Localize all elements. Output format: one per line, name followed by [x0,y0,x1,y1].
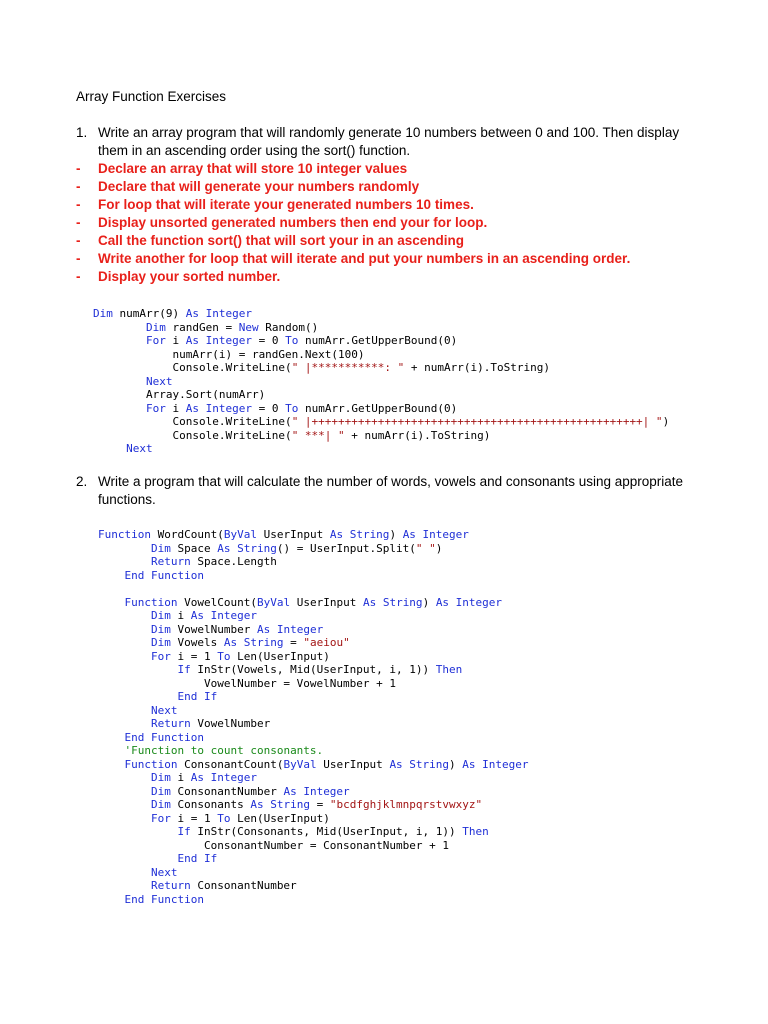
code-text [98,879,151,892]
code-keyword: Then [462,825,489,838]
code-keyword: Dim [93,307,120,320]
code-line [98,609,529,623]
page-title: Array Function Exercises [76,89,227,104]
requirement-item: Call the function sort() that will sort your in an ascending [98,233,465,248]
code-text [98,596,125,609]
code-keyword: As String [250,798,310,811]
code-text: Len(UserInput) [237,649,330,663]
code-line [98,569,529,583]
code-line [98,798,529,812]
code-keyword: Dim [150,636,178,649]
code-line [93,402,669,416]
code-text: WordCount( [157,528,224,541]
code-text: = [309,798,330,811]
code-keyword: ByVal [256,595,297,609]
code-text: VowelNumber = VowelNumber + 1 [98,676,397,690]
code-line [98,650,529,664]
code-keyword: Dim [145,320,173,334]
code-text: InStr(Vowels, Mid(UserInput, i, 1)) [197,663,436,676]
code-string: " ***| " [291,428,345,442]
code-text [93,334,146,347]
code-line [98,812,529,826]
code-string: " |***********: " [291,361,405,374]
code-keyword: As Integer [185,307,252,320]
code-text: Vowels [177,636,224,649]
requirement-item: Declare an array that will store 10 integer values [98,161,408,176]
code-text: VowelNumber [197,717,271,730]
code-text: Space [177,541,218,555]
code-text: VowelNumber [177,622,257,636]
code-keyword: End Function [124,892,204,906]
code-line [93,361,669,375]
code-text: Random() [265,320,319,334]
code-text [98,771,151,784]
code-keyword: Dim [150,622,178,636]
code-keyword: As String [217,541,277,555]
bullet-dash: - [76,251,81,266]
code-line [98,866,529,880]
code-keyword: Dim [150,798,178,811]
code-text: randGen = [172,320,239,334]
code-line [93,375,669,389]
code-text [98,744,125,757]
code-line [98,744,529,758]
code-line [98,663,529,677]
code-text [98,785,151,798]
code-keyword: For [145,334,173,347]
code-text [98,866,151,879]
code-keyword: For [150,649,178,663]
code-line [98,785,529,799]
code-text [98,812,151,825]
code-keyword: As Integer [402,528,469,541]
code-line [98,717,529,731]
code-keyword: For [150,811,178,825]
requirement-item: Declare that will generate your numbers randomly [98,179,420,194]
code-line [93,415,669,429]
code-text: Console.WriteLine( [93,415,292,428]
code-text [98,663,177,676]
code-string: " |++++++++++++++++++++++++++++++++++++++++++++++++++| " [291,415,663,428]
code-text: i [172,334,186,347]
code-text: i = 1 [177,811,218,825]
code-comment: 'Function to count consonants. [124,744,324,757]
code-keyword: Dim [150,541,178,555]
code-keyword: Return [150,717,198,730]
code-keyword: To [285,334,305,347]
code-line [98,839,529,853]
code-line [93,388,669,402]
code-keyword: For [145,401,173,415]
code-text [98,650,151,663]
code-line [98,596,529,610]
code-text: Array.Sort(numArr) [93,388,266,401]
code-string: "aeiou" [303,636,350,649]
code-line [98,852,529,866]
code-keyword: End If [177,690,218,703]
code-line [98,879,529,893]
code-text: ConsonantCount( [184,757,284,771]
code-keyword: End Function [124,568,204,582]
code-text: UserInput [296,595,363,609]
bullet-dash: - [76,161,81,176]
code-text: numArr.GetUpperBound(0) [304,334,458,347]
code-keyword: As String [329,528,390,541]
code-keyword: If [177,825,198,838]
code-keyword: ByVal [283,757,324,771]
code-text: InStr(Consonants, Mid(UserInput, i, 1)) [197,825,463,838]
code-keyword: As Integer [190,609,257,622]
question-2-number: 2. [76,474,88,489]
code-keyword: Dim [150,609,178,622]
code-keyword: To [285,401,305,415]
code-keyword: Next [126,442,153,455]
requirement-item: For loop that will iterate your generated numbers 10 times. [98,197,474,212]
code-text: ConsonantNumber = ConsonantNumber + 1 [98,838,449,852]
code-text: ConsonantNumber [197,879,297,892]
code-keyword: Function [98,528,158,541]
code-line [98,542,529,556]
code-text: i [177,771,191,784]
code-keyword: As Integer [185,334,252,347]
code-text: Consonants [177,798,251,811]
code-text: Console.WriteLine( [93,361,292,374]
bullet-dash: - [76,197,81,212]
code-text [93,402,146,415]
code-text: VowelCount( [184,595,257,609]
question-1-text-line-1: Write an array program that will randomly generate 10 numbers between 0 and 100. Then display [98,125,680,140]
code-keyword: As Integer [435,595,503,609]
code-text: ) [662,415,670,428]
code-keyword: As String [362,595,423,609]
bullet-dash: - [76,269,81,284]
code-keyword: To [217,811,238,825]
code-keyword: Dim [150,771,178,784]
code-line [98,528,529,542]
code-text [98,636,151,649]
code-line [93,442,669,456]
code-line [98,893,529,907]
code-keyword: Return [150,555,198,568]
code-text: i [172,401,186,415]
code-line [98,636,529,650]
question-2-text-line-1: Write a program that will calculate the number of words, vowels and consonants using appropriate [98,474,684,489]
code-text: ) [389,528,403,541]
code-text: numArr(9) [119,307,186,320]
bullet-dash: - [76,233,81,248]
code-text: numArr(i) = randGen.Next(100) [93,347,365,361]
code-line [93,334,669,348]
code-keyword: Function [124,757,185,771]
code-keyword: ByVal [223,528,264,541]
code-text [98,690,177,703]
code-line [98,582,529,596]
code-text: ) [449,757,463,771]
code-keyword: Then [435,663,463,676]
code-text [93,321,146,334]
code-keyword: Return [150,879,198,892]
code-text [98,609,151,622]
code-keyword: Next [145,374,173,388]
bullet-dash: - [76,179,81,194]
code-keyword: Function [124,595,185,609]
code-text: = [283,636,304,649]
code-text: ) [435,541,443,555]
code-keyword: As String [223,636,284,649]
requirement-item: Display unsorted generated numbers then end your for loop. [98,215,488,230]
code-text [98,623,151,636]
code-text [98,825,177,838]
code-text: Len(UserInput) [237,811,330,825]
code-text: i = 1 [177,649,218,663]
code-line [93,348,669,362]
code-text [98,555,151,568]
code-keyword: Next [150,703,178,717]
question-1-text-line-2: them in an ascending order using the sort() function. [98,143,411,158]
code-text [98,893,125,906]
code-line [98,690,529,704]
code-text: i [177,609,191,622]
code-text [98,852,177,865]
code-text [98,731,125,744]
code-keyword: If [177,663,198,676]
code-keyword: New [238,320,266,334]
code-line [93,429,669,443]
code-text [93,375,146,388]
code-text: ConsonantNumber [177,784,284,798]
code-text: UserInput [323,757,390,771]
requirement-item: Display your sorted number. [98,269,281,284]
code-line [98,623,529,637]
code-keyword: As String [389,757,450,771]
code-text [98,542,151,555]
code-text: = 0 [251,401,286,415]
code-text: + numArr(i).ToString) [344,428,491,442]
code-keyword: To [217,649,238,663]
code-keyword: End Function [124,730,204,744]
question-1-code-block [93,307,669,456]
code-line [98,555,529,569]
code-text: ) [422,595,436,609]
code-text: Space.Length [197,555,277,568]
code-keyword: Next [150,865,178,879]
code-line [93,321,669,335]
code-keyword: End If [177,852,218,865]
bullet-dash: - [76,215,81,230]
code-line [98,731,529,745]
code-text: Console.WriteLine( [93,428,292,442]
code-text [98,704,151,717]
code-text: () = UserInput.Split( [276,541,416,555]
code-text [93,442,126,455]
code-keyword: As Integer [462,757,529,771]
code-text: + numArr(i).ToString) [404,361,550,374]
code-line [98,771,529,785]
question-1-number: 1. [76,125,88,140]
code-text [98,569,125,582]
code-keyword: As Integer [283,784,350,798]
code-text: numArr.GetUpperBound(0) [304,401,458,415]
code-keyword: As Integer [185,401,252,415]
code-line [98,825,529,839]
code-text: UserInput [263,528,330,541]
code-text [98,758,125,771]
code-line [98,677,529,691]
code-line [93,307,669,321]
code-text [98,717,151,730]
code-keyword: As Integer [190,771,257,784]
code-text [98,798,151,811]
requirement-item: Write another for loop that will iterate and put your numbers in an ascending order. [98,251,631,266]
code-keyword: Dim [150,784,178,798]
code-line [98,704,529,718]
code-string: "bcdfghjklmnpqrstvwxyz" [329,798,483,811]
code-keyword: As Integer [256,622,324,636]
question-2-code-block [98,528,529,906]
question-2-text-line-2: functions. [98,492,156,507]
code-string: " " [415,541,436,555]
code-line [98,758,529,772]
code-text: = 0 [251,334,286,347]
